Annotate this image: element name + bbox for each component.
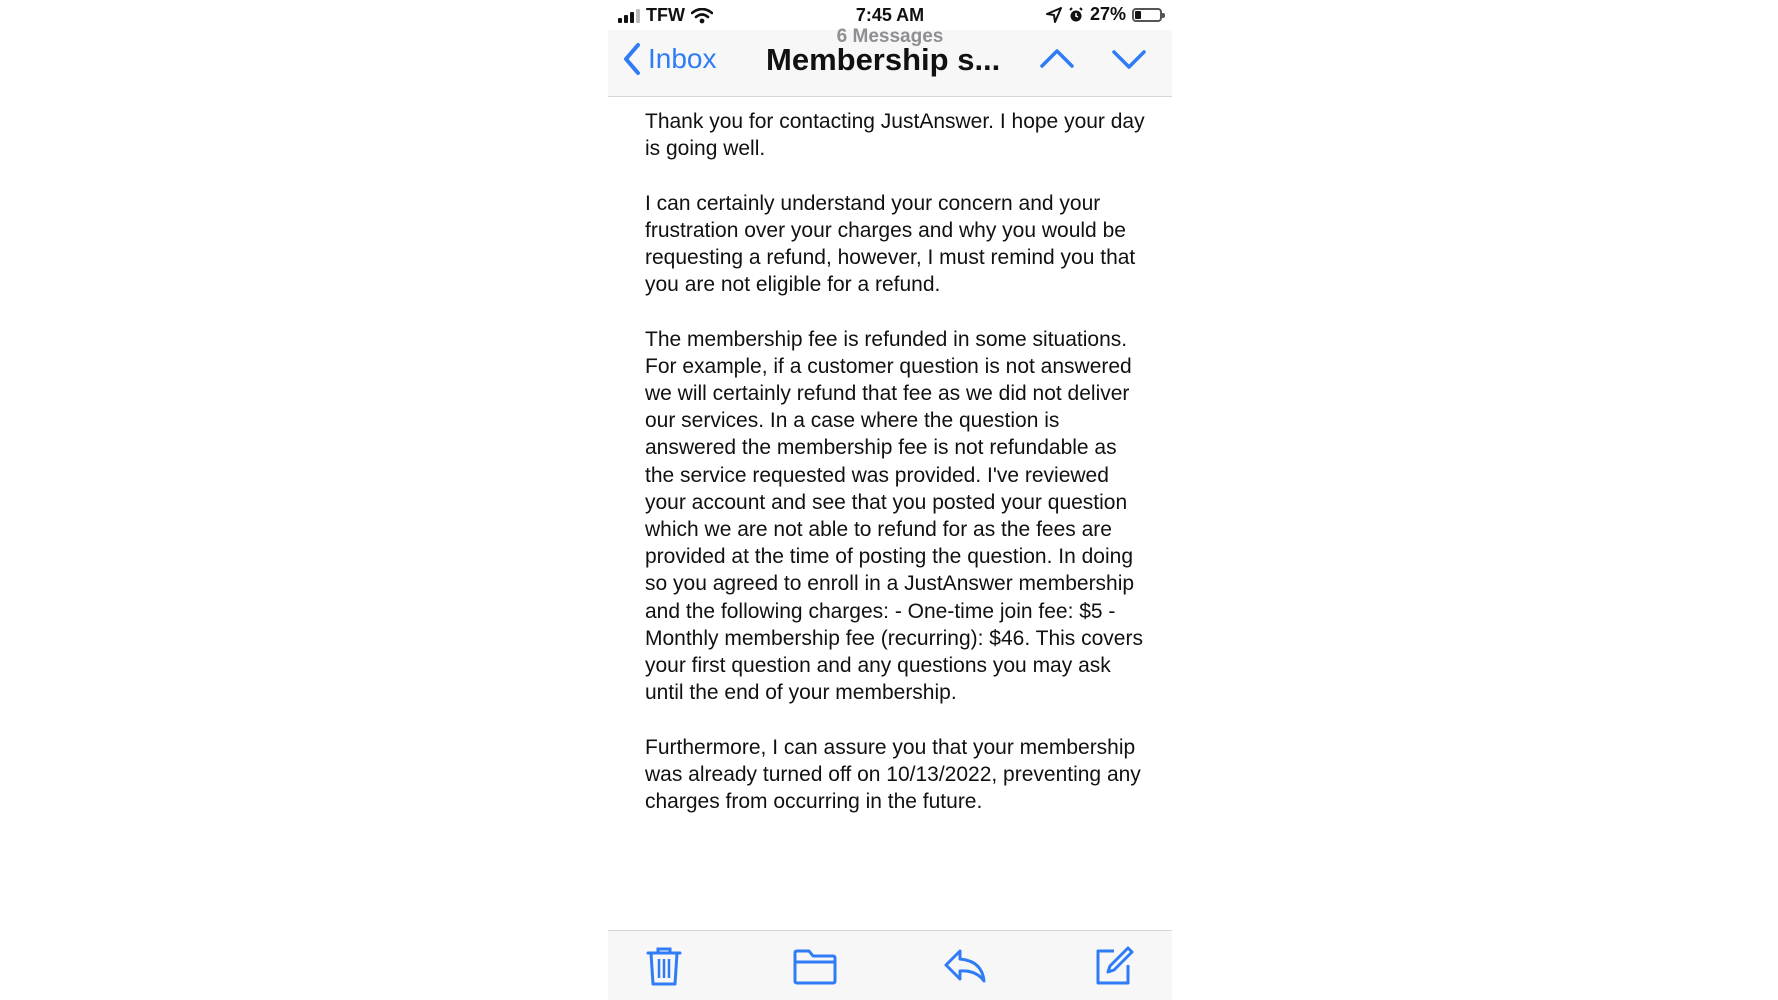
email-paragraph: Thank you for contacting JustAnswer. I hope your day is going well.: [645, 110, 1145, 161]
folder-icon[interactable]: [792, 945, 838, 987]
trash-icon[interactable]: [644, 945, 684, 987]
chevron-left-icon: [622, 42, 642, 76]
email-paragraph: Furthermore, I can assure you that your membership was already turned off on 10/13/2022, preventing any charges from occurring in the future.: [645, 735, 1141, 814]
reply-icon[interactable]: [942, 945, 988, 987]
battery-icon: [1132, 8, 1162, 22]
message-count: 6 Messages: [836, 26, 944, 47]
carrier-name: TFW: [646, 5, 685, 25]
bottom-toolbar: [608, 930, 1172, 1000]
status-time: 7:45 AM: [855, 5, 925, 25]
mail-app-screen: [608, 0, 1172, 1000]
compose-icon[interactable]: [1092, 945, 1134, 987]
battery-percent: 27%: [1089, 4, 1126, 24]
battery-fill: [1135, 11, 1141, 19]
email-body: [645, 108, 1145, 930]
email-paragraph: The membership fee is refunded in some situations. For example, if a customer question is not answered we will certainly refund that fee as we did not deliver our services. In a case where the question is answered the membership fee is not refundable as the service requested was provided. I've reviewed your account and see that you posted your question which we are not able to refund for as the fees are provided at the time of posting the question. In doing so you agreed to enroll in a JustAnswer membership and the following charges: - One-time join fee: $5 - Monthly membership fee (recurring): $46. This covers your first question and any questions you may ask until the end of your membership.: [645, 327, 1143, 705]
next-message-button[interactable]: [1110, 42, 1148, 76]
email-paragraph: I can certainly understand your concern and your frustration over your charges and why you would be requesting a refund, however, I must remind you that you are not eligible for a refund.: [645, 191, 1136, 297]
navigation-bar: [608, 26, 1172, 97]
back-button-label: Inbox: [648, 43, 717, 74]
back-to-inbox-button[interactable]: [622, 42, 717, 76]
email-subject-title: Membership s...: [766, 42, 1001, 77]
alarm-icon: [1068, 7, 1084, 23]
previous-message-button[interactable]: [1038, 42, 1076, 76]
location-arrow-icon: [1046, 7, 1062, 23]
